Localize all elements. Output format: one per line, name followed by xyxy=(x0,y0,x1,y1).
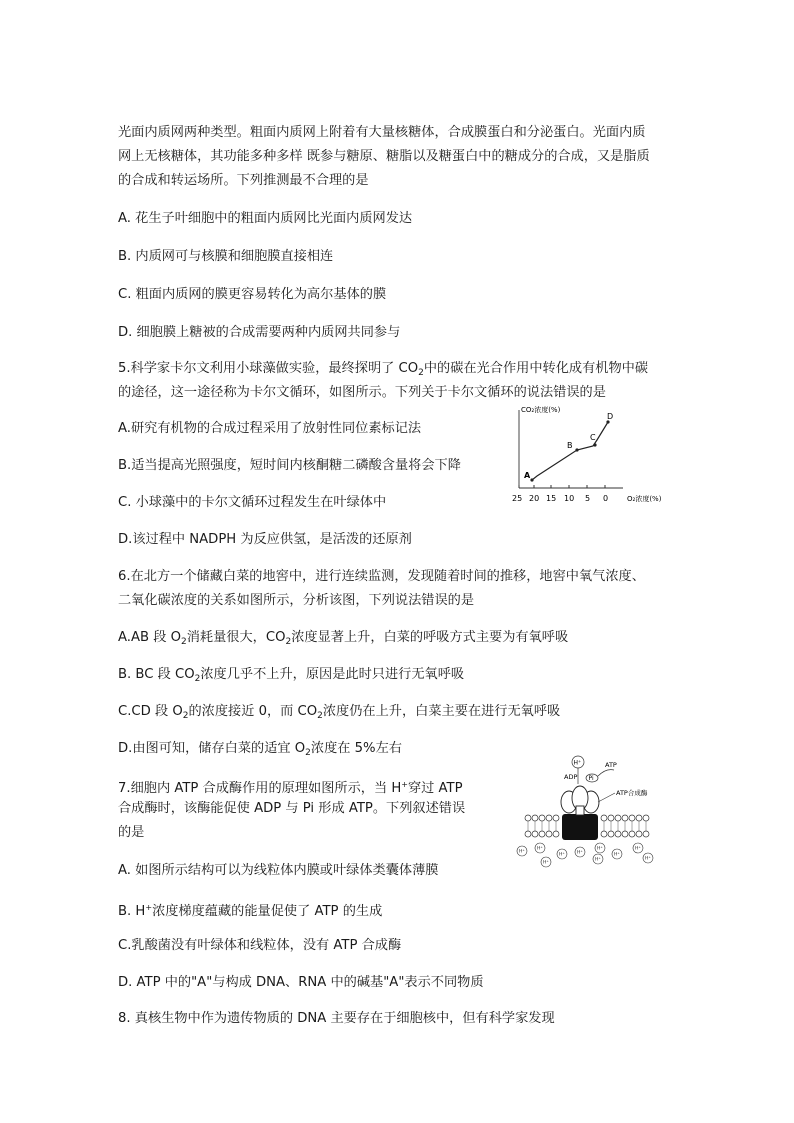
chart-line xyxy=(532,422,608,480)
h-ions-bottom-labels xyxy=(519,846,651,866)
q7-stem-line-1: 7.细胞内 ATP 合成酶作用的原理如图所示，当 H+穿过 ATP xyxy=(118,780,463,796)
q4-option-d: D. 细胞膜上糖被的合成需要两种内质网共同参与 xyxy=(118,325,401,340)
q5-stem-line-2: 的途径，这一途径称为卡尔文循环，如图所示。下列关于卡尔文循环的说法错误的是 xyxy=(118,385,606,400)
svg-text:H⁺: H⁺ xyxy=(537,846,543,852)
q6-option-c: C.CD 段 $O_2$的浓度接近 0，而 $CO_2$浓度仍在上升，白菜主要在进行无氧呼吸 xyxy=(118,704,561,721)
q6-option-b: B. BC 段 $CO_2$浓度几乎不上升，原因是此时只进行无氧呼吸 xyxy=(118,667,465,684)
h-ion-top-label: H⁺ xyxy=(573,759,582,767)
point-a xyxy=(530,478,533,481)
q5-option-c: C. 小球藻中的卡尔文循环过程发生在叶绿体中 xyxy=(118,495,387,510)
atp-arrow xyxy=(598,770,614,776)
point-b xyxy=(575,448,578,451)
enzyme-fo-subunit xyxy=(562,814,598,840)
q4-option-b: B. 内质网可与核膜和细胞膜直接相连 xyxy=(118,249,334,264)
q5-stem-line-1: 5.科学家卡尔文利用小球藻做实验，最终探明了 $CO_2$中的碳在光合作用中转化成有机物中碳 xyxy=(118,361,649,378)
adp-label: ADP xyxy=(564,773,578,781)
pi-label: Pi xyxy=(588,775,594,783)
svg-text:H⁺: H⁺ xyxy=(645,856,651,862)
svg-text:H⁺: H⁺ xyxy=(614,852,620,858)
q7-option-a: A. 如图所示结构可以为线粒体内膜或叶绿体类囊体薄膜 xyxy=(118,863,439,878)
svg-text:H⁺: H⁺ xyxy=(595,857,601,863)
q6-stem-line-1: 6.在北方一个储藏白菜的地窖中，进行连续监测，发现随着时间的推移，地窖中氧气浓度、 xyxy=(118,569,645,584)
enzyme-f1-head xyxy=(561,786,599,815)
q7-stem-line-2: 合成酶时，该酶能促使 ADP 与 Pi 形成 ATP。下列叙述错误 xyxy=(118,801,466,816)
q4-stem-line-1: 光面内质网两种类型。粗面内质网上附着有大量核糖体，合成膜蛋白和分泌蛋白。光面内质 xyxy=(118,125,646,140)
q7-option-d: D. ATP 中的"A"与构成 DNA、RNA 中的碱基"A"表示不同物质 xyxy=(118,975,484,990)
svg-text:H⁺: H⁺ xyxy=(519,849,525,855)
svg-text:H⁺: H⁺ xyxy=(577,850,583,856)
point-c xyxy=(593,443,596,446)
tick-label-15: 15 xyxy=(546,494,557,503)
q7-option-c: C.乳酸菌没有叶绿体和线粒体，没有 ATP 合成酶 xyxy=(118,938,402,953)
q6-option-a: A.AB 段 $O_2$消耗量很大，$CO_2$浓度显著上升，白菜的呼吸方式主要为有氧呼吸 xyxy=(118,630,569,647)
q5-option-b: B.适当提高光照强度，短时间内核酮糖二磷酸含量将会下降 xyxy=(118,458,461,473)
q4-stem-line-3: 的合成和转运场所。下列推测最不合理的是 xyxy=(118,173,369,188)
tick-label-5: 5 xyxy=(585,494,591,503)
q6-option-d: D.由图可知，储存白菜的适宜 $O_2$浓度在 5%左右 xyxy=(118,741,402,758)
point-label-d: D xyxy=(607,412,614,421)
point-label-c: C xyxy=(590,433,596,442)
tick-label-0: 0 xyxy=(603,494,609,503)
q5-option-a: A.研究有机物的合成过程采用了放射性同位素标记法 xyxy=(118,421,422,436)
q7-stem-line-3: 的是 xyxy=(118,825,145,840)
svg-text:H⁺: H⁺ xyxy=(635,846,641,852)
q7-option-b: B. H+浓度梯度蕴藏的能量促使了 ATP 的生成 xyxy=(118,903,383,919)
enzyme-label: ATP合成酶 xyxy=(616,789,648,797)
q4-option-c: C. 粗面内质网的膜更容易转化为高尔基体的膜 xyxy=(118,287,387,302)
point-label-b: B xyxy=(567,441,573,450)
q8-stem-line-1: 8. 真核生物中作为遗传物质的 DNA 主要存在于细胞核中，但有科学家发现 xyxy=(118,1011,555,1026)
svg-text:H⁺: H⁺ xyxy=(597,846,603,852)
q4-stem-line-2: 网上无核糖体，其功能多种多样 既参与糖原、糖脂以及糖蛋白中的糖成分的合成，又是脂质 xyxy=(118,149,650,164)
chart-x-label: O₂浓度(%) xyxy=(627,495,662,503)
q5-option-d: D.该过程中 NADPH 为反应供氢，是活泼的还原剂 xyxy=(118,532,412,547)
atp-synthase-diagram xyxy=(512,752,662,874)
svg-text:H⁺: H⁺ xyxy=(543,860,549,866)
point-label-a: A xyxy=(524,471,531,480)
tick-label-25: 25 xyxy=(512,494,523,503)
atp-label: ATP xyxy=(605,761,617,769)
tick-label-10: 10 xyxy=(564,494,575,503)
q6-stem-line-2: 二氧化碳浓度的关系如图所示，分析该图，下列说法错误的是 xyxy=(118,593,475,608)
q4-option-a: A. 花生子叶细胞中的粗面内质网比光面内质网发达 xyxy=(118,211,413,226)
tick-label-20: 20 xyxy=(529,494,540,503)
co2-o2-chart xyxy=(505,400,680,510)
chart-y-label: CO₂浓度(%) xyxy=(521,406,561,414)
svg-text:H⁺: H⁺ xyxy=(559,852,565,858)
